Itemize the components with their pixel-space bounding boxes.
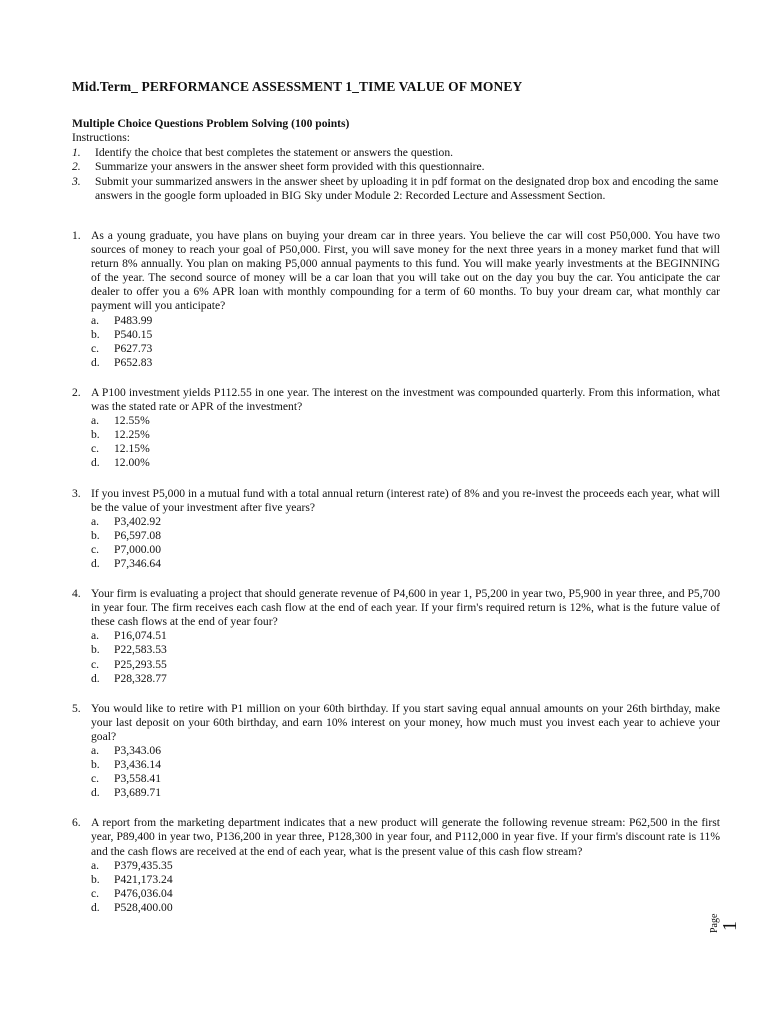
- answer-choices: [91, 859, 720, 915]
- instruction-number: 1.: [72, 145, 81, 159]
- answer-choice: [91, 557, 720, 571]
- choice-value: P3,558.41: [114, 772, 162, 786]
- answer-choice: [91, 859, 720, 873]
- choice-letter: a.: [91, 514, 100, 528]
- choice-value: P379,435.35: [114, 858, 173, 872]
- answer-choice: [91, 629, 720, 643]
- answer-choice: [91, 873, 720, 887]
- choice-letter: c.: [91, 772, 100, 786]
- choice-letter: a.: [91, 414, 100, 428]
- choice-value: P6,597.08: [114, 528, 162, 542]
- instruction-item: [72, 160, 722, 174]
- answer-choice: [91, 456, 720, 470]
- choice-letter: a.: [91, 744, 100, 757]
- page-number-footer: [695, 905, 745, 945]
- question-number: 3.: [72, 486, 81, 500]
- choice-value: P540.15: [114, 327, 153, 341]
- choice-value: P3,436.14: [114, 758, 162, 772]
- choice-value: 12.15%: [114, 442, 150, 456]
- choice-value: P421,173.24: [114, 872, 173, 886]
- instructions-section: [72, 117, 722, 203]
- choice-letter: b.: [91, 758, 100, 772]
- question-item: [72, 702, 720, 801]
- choice-letter: a.: [91, 858, 100, 872]
- choice-letter: d.: [91, 671, 100, 685]
- question-text: As a young graduate, you have plans on buying your dream car in three years. You believe the car will cost P50,000. You have two sources of money to reach your goal of P50,000. First, you will save money for the next three years in a money market fund that will return 8% annually. You plan on making P5,000 annual payments to this fund. You will make yearly investments at the BEGINNING of the year. The second source of money will be a car loan that you will take out on the day you buy the car. You anticipate the car dealer to offer you a 6% APR loan with monthly compounding for a term of 60 months. To buy your dream car, what monthly car payment will you anticipate?: [91, 229, 720, 313]
- answer-choice: [91, 515, 720, 529]
- answer-choice: [91, 887, 720, 901]
- choice-value: P7,346.64: [114, 556, 162, 570]
- choice-letter: d.: [91, 900, 100, 914]
- page-number: 1: [719, 921, 741, 931]
- instruction-text: Submit your summarized answers in the answer sheet by uploading it in pdf format on the designated drop box and encoding the same answers in the google form uploaded in BIG Sky under Module 2: Recorded Lecture and Assessment Section.: [95, 174, 719, 203]
- choice-letter: b.: [91, 643, 100, 657]
- question-text: If you invest P5,000 in a mutual fund with a total annual return (interest rate) of 8% and you re-invest the proceeds each year, what will be the value of your investment after five years?: [91, 486, 720, 514]
- choice-letter: a.: [91, 313, 100, 327]
- answer-choice: [91, 901, 720, 915]
- choice-letter: d.: [91, 355, 100, 369]
- answer-choice: [91, 442, 720, 456]
- answer-choices: [91, 515, 720, 571]
- choice-value: P652.83: [114, 355, 153, 369]
- choice-value: P16,074.51: [114, 629, 167, 643]
- document-title: Mid.Term_ PERFORMANCE ASSESSMENT 1_TIME VALUE OF MONEY: [72, 79, 523, 94]
- question-text: Your firm is evaluating a project that should generate revenue of P4,600 in year 1, P5,200 in year two, P5,900 in year three, and P5,700 in year four. The firm receives each cash flow at the end of each year. If your firm's required return is 12%, what is the future value of these cash flows at the end of year four?: [91, 587, 720, 629]
- answer-choice: [91, 314, 720, 328]
- choice-value: P3,689.71: [114, 786, 162, 800]
- answer-choice: [91, 786, 720, 800]
- instruction-text: Summarize your answers in the answer sheet form provided with this questionnaire.: [95, 160, 485, 174]
- instruction-item: [72, 146, 722, 160]
- choice-letter: b.: [91, 528, 100, 542]
- answer-choice: [91, 672, 720, 686]
- choice-letter: c.: [91, 442, 100, 456]
- choice-letter: d.: [91, 456, 100, 470]
- choice-value: P25,293.55: [114, 657, 167, 671]
- question-item: [72, 487, 720, 572]
- choice-value: P476,036.04: [114, 886, 173, 900]
- answer-choice: [91, 744, 720, 758]
- choice-value: 12.55%: [114, 414, 150, 428]
- instruction-text: Identify the choice that best completes the statement or answers the question.: [95, 145, 454, 159]
- choice-value: P3,402.92: [114, 514, 162, 528]
- answer-choice: [91, 356, 720, 370]
- answer-choice: [91, 772, 720, 786]
- answer-choice: [91, 414, 720, 428]
- choice-letter: b.: [91, 428, 100, 442]
- question-item: [72, 386, 720, 471]
- instruction-item: [72, 175, 722, 204]
- choice-letter: c.: [91, 886, 100, 900]
- choice-value: P483.99: [114, 313, 153, 327]
- question-number: 4.: [72, 587, 81, 601]
- page-label: Page: [709, 913, 720, 933]
- answer-choice: [91, 658, 720, 672]
- question-text: You would like to retire with P1 million on your 60th birthday. If you start saving equal annual amounts on your 26th birthday, make your last deposit on your 60th birthday, and earn 10% interest on your money, how much must you invest each year to achieve your goal?: [91, 701, 720, 743]
- choice-letter: a.: [91, 629, 100, 643]
- choice-letter: d.: [91, 786, 100, 800]
- instructions-list: [72, 146, 722, 204]
- question-text: A report from the marketing department indicates that a new product will generate the following revenue stream: P62,500 in the first year, P89,400 in year two, P136,200 in year three, P128,300 in year four, and P112,000 in year five. If your firm's discount rate is 11% and the cash flows are received at the end of each year, what is the present value of this cash flow stream?: [91, 816, 720, 858]
- answer-choice: [91, 643, 720, 657]
- choice-value: P22,583.53: [114, 643, 167, 657]
- choice-letter: c.: [91, 341, 100, 355]
- question-item: [72, 229, 720, 370]
- answer-choice: [91, 342, 720, 356]
- answer-choice: [91, 529, 720, 543]
- question-item: [72, 587, 720, 686]
- answer-choice: [91, 543, 720, 557]
- question-number: 1.: [72, 229, 81, 242]
- answer-choice: [91, 328, 720, 342]
- answer-choices: [91, 629, 720, 685]
- questions-list: [72, 229, 720, 915]
- question-text: A P100 investment yields P112.55 in one year. The interest on the investment was compounded quarterly. From this information, what was the stated rate or APR of the investment?: [91, 385, 720, 414]
- question-item: [72, 816, 720, 915]
- choice-value: P28,328.77: [114, 671, 167, 685]
- choice-value: P627.73: [114, 341, 153, 355]
- instruction-number: 2.: [72, 160, 81, 174]
- choice-letter: d.: [91, 556, 100, 570]
- section-subtitle: Multiple Choice Questions Problem Solving (100 points): [72, 117, 350, 130]
- answer-choice: [91, 758, 720, 772]
- instruction-number: 3.: [72, 174, 81, 188]
- choice-value: P7,000.00: [114, 542, 162, 556]
- question-number: 6.: [72, 816, 81, 830]
- question-number: 5.: [72, 701, 81, 715]
- choice-letter: c.: [91, 657, 100, 671]
- answer-choices: [91, 414, 720, 470]
- choice-value: P3,343.06: [114, 744, 162, 757]
- answer-choice: [91, 428, 720, 442]
- choice-letter: b.: [91, 327, 100, 341]
- question-number: 2.: [72, 385, 81, 399]
- answer-choices: [91, 744, 720, 800]
- choice-value: 12.00%: [114, 456, 150, 470]
- choice-letter: b.: [91, 872, 100, 886]
- instructions-label: Instructions:: [72, 131, 130, 145]
- answer-choices: [91, 314, 720, 370]
- choice-value: 12.25%: [114, 428, 150, 442]
- choice-value: P528,400.00: [114, 900, 173, 914]
- choice-letter: c.: [91, 542, 100, 556]
